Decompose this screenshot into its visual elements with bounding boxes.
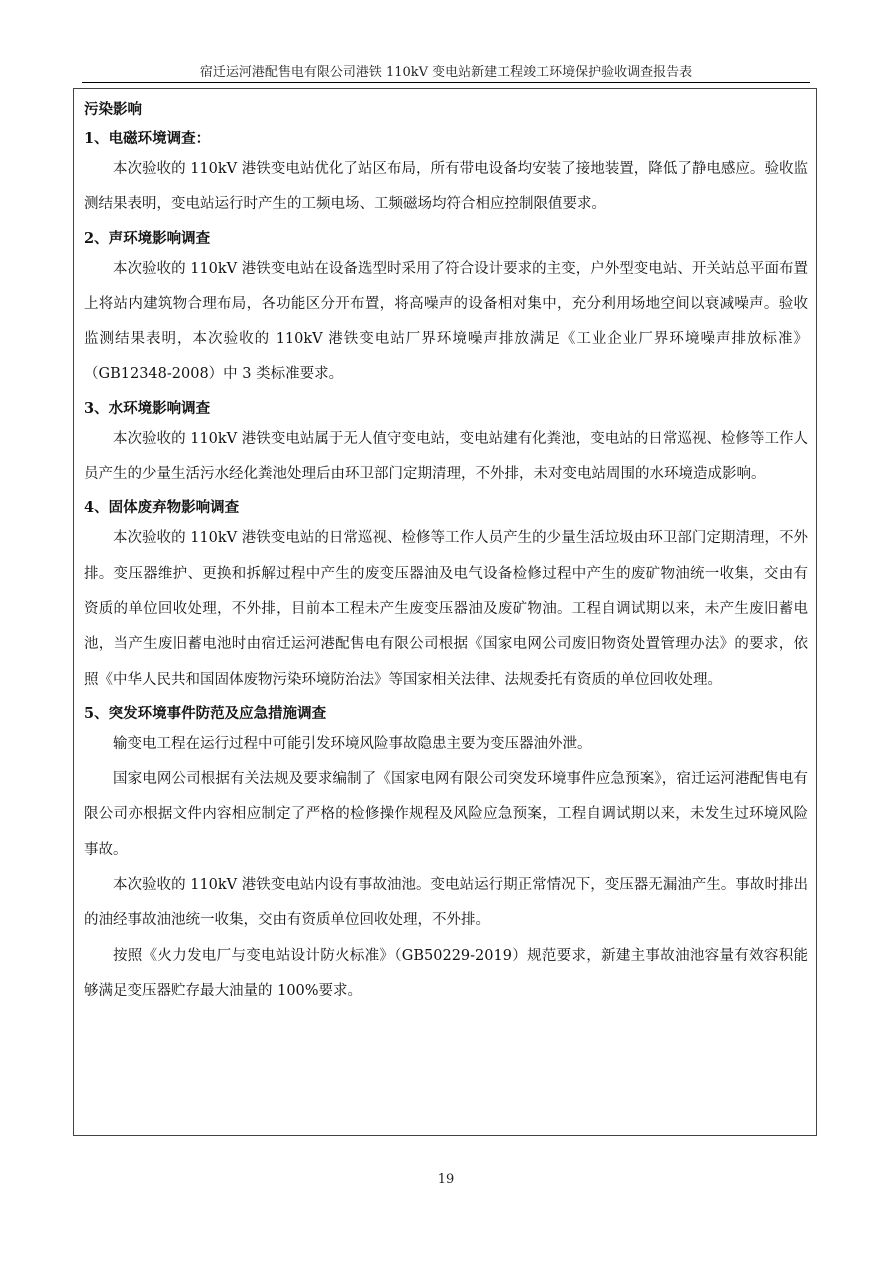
paragraph: 本次验收的 110kV 港铁变电站内设有事故油池。变电站运行期正常情况下，变压器无漏油产生。事故时排出的油经事故油池统一收集，交由有资质单位回收处理，不外排。 xyxy=(84,877,808,929)
document-header: 宿迁运河港配售电有限公司港铁 110kV 变电站新建工程竣工环境保护验收调查报告表 xyxy=(199,65,693,80)
header-divider xyxy=(82,82,810,83)
page-number: 19 xyxy=(437,1172,455,1187)
section-emergency xyxy=(84,698,808,1009)
section-heading: 3、水环境影响调查 xyxy=(84,399,211,417)
section-heading: 5、突发环境事件防范及应急措施调查 xyxy=(84,704,327,722)
section-heading: 2、声环境影响调查 xyxy=(84,229,211,247)
paragraph: 按照《火力发电厂与变电站设计防火标准》（GB50229-2019）规范要求，新建主事故油池容量有效容积能够满足变压器贮存最大油量的 100%要求。 xyxy=(84,947,808,999)
paragraph: 国家电网公司根据有关法规及要求编制了《国家电网有限公司突发环境事件应急预案》，宿迁运河港配售电有限公司亦根据文件内容相应制定了严格的检修操作规程及风险应急预案，工程自调试期以来，未发生过环境风险事故。 xyxy=(84,771,808,858)
section-heading: 4、固体废弃物影响调查 xyxy=(84,499,240,517)
content-box xyxy=(73,88,817,1136)
section-solid-waste xyxy=(84,492,808,697)
section-title: 污染影响 xyxy=(84,101,142,118)
paragraph: 输变电工程在运行过程中可能引发环境风险事故隐患主要为变压器油外泄。 xyxy=(113,735,592,752)
section-water xyxy=(84,393,808,493)
paragraph: 本次验收的 110kV 港铁变电站属于无人值守变电站，变电站建有化粪池，变电站的日常巡视、检修等工作人员产生的少量生活污水经化粪池处理后由环卫部门定期清理，不外排，未对变电站周围的水环境造成影响。 xyxy=(84,430,808,483)
section-acoustic xyxy=(84,223,808,393)
paragraph: 本次验收的 110kV 港铁变电站的日常巡视、检修等工作人员产生的少量生活垃圾由环卫部门定期清理，不外排。变压器维护、更换和拆解过程中产生的废变压器油及电气设备检修过程中产生的废矿物油统一收集，交由有资质的单位回收处理，不外排，目前本工程未产生废变压器油及废矿物油。工程自调试期以来，未产生废旧蓄电池，当产生废旧蓄电池时由宿迁运河港配售电有限公司根据《国家电网公司废旧物资处置管理办法》的要求，依照《中华人民共和国固体废物污染环境防治法》等国家相关法律、法规委托有资质的单位回收处理。 xyxy=(84,530,808,688)
paragraph: 本次验收的 110kV 港铁变电站在设备选型时采用了符合设计要求的主变，户外型变电站、开关站总平面布置上将站内建筑物合理布局，各功能区分开布置，将高噪声的设备相对集中，充分利用场地空间以衰减噪声。验收监测结果表明，本次验收的 110kV 港铁变电站厂界环境噪声排放满足《工业企业厂界环境噪声排放标准》（GB12348-2008）中 3 类标准要求。 xyxy=(84,260,808,383)
paragraph: 本次验收的 110kV 港铁变电站优化了站区布局，所有带电设备均安装了接地装置，降低了静电感应。验收监测结果表明，变电站运行时产生的工频电场、工频磁场均符合相应控制限值要求。 xyxy=(84,161,808,213)
section-heading: 1、电磁环境调查： xyxy=(84,130,211,147)
section-electromagnetic xyxy=(84,123,808,223)
